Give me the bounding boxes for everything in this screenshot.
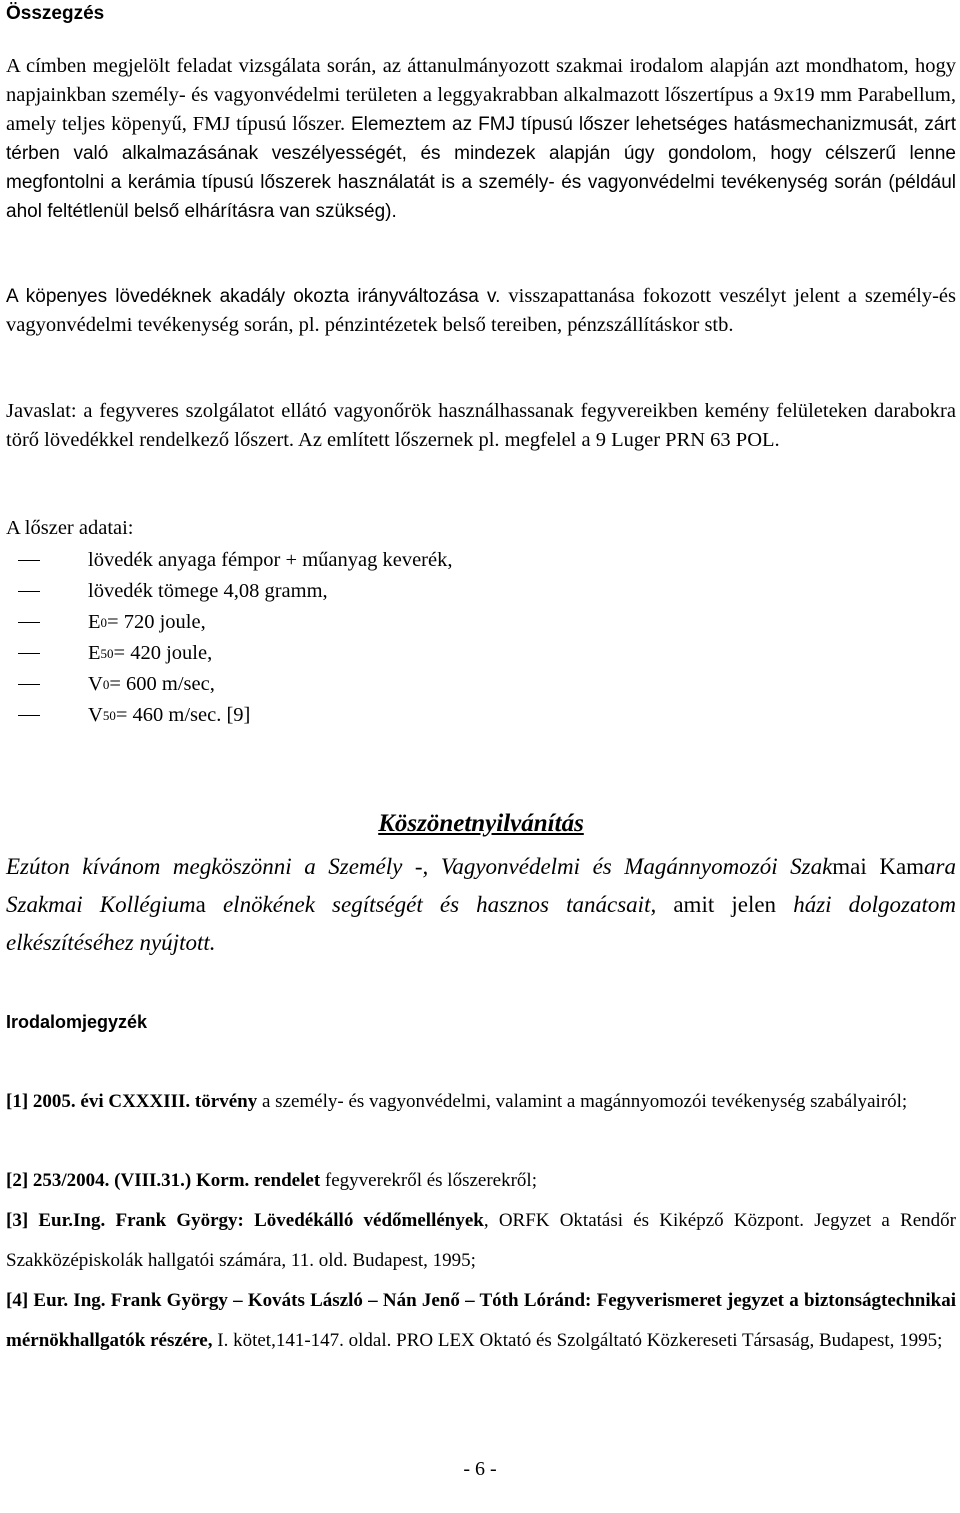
list-item: E 50 = 420 joule, bbox=[6, 638, 452, 669]
summary-paragraph-2 bbox=[6, 282, 956, 340]
page-number: - 6 - bbox=[463, 1458, 497, 1480]
references-heading: Irodalomjegyzék bbox=[6, 1012, 148, 1032]
reference-item-2: [2] 253/2004. (VIII.31.) Korm. rendelet fegyverekről és lőszerekről; bbox=[6, 1170, 537, 1191]
dash-bullet-icon bbox=[18, 653, 40, 654]
reference-item-3: [3] Eur.Ing. Frank György: Lövedékálló védőmellények, ORFK Oktatási és Kiképző Központ. Jegyzet a Rendőr Szakközépiskolák hallgatói számára, 11. old. Budapest, 1995; bbox=[6, 1210, 956, 1271]
dash-bullet-icon bbox=[18, 622, 40, 623]
summary-paragraph-2-sans: A köpenyes lövedéknek akadály okozta irányváltozása v. bbox=[6, 286, 501, 307]
reference-item-1: [1] 2005. évi CXXXIII. törvény a személy- és vagyonvédelmi, valamint a magánnyomozói tevékenység szabályairól; bbox=[6, 1091, 908, 1112]
dash-bullet-icon bbox=[18, 591, 40, 592]
ammo-data-title: A lőszer adatai: bbox=[6, 517, 134, 539]
acknowledgement-heading: Köszönetnyilvánítás bbox=[378, 810, 584, 837]
proposal-paragraph: Javaslat: a fegyveres szolgálatot ellátó vagyonőrök használhassanak fegyvereikben kemény felületeken darabokra törő lövedékkel rendelkező lőszert. Az említett lőszernek pl. megfelel a 9 Luger PRN 63 POL. bbox=[6, 400, 956, 451]
list-item: V 50 = 460 m/sec. [9] bbox=[6, 700, 452, 731]
dash-bullet-icon bbox=[18, 684, 40, 685]
list-item: lövedék anyaga fémpor + műanyag keverék, bbox=[6, 545, 452, 576]
list-item: lövedék tömege 4,08 gramm, bbox=[6, 576, 452, 607]
ammo-data-list bbox=[6, 545, 452, 731]
dash-bullet-icon bbox=[18, 560, 40, 561]
summary-paragraph-1-serif: A címben megjelölt feladat vizsgálata során, az áttanulmányozott szakmai irodalom alapján azt mondhatom, hogy napjainkban személy- és vagyonvédelmi területen a leggyakrabban alkalmazott lőszertípus a 9x19 mm Parabellum, amely teljes köpenyű, FMJ típusú lőszer. bbox=[6, 55, 956, 135]
reference-item-4: [4] Eur. Ing. Frank György – Kováts László – Nán Jenő – Tóth Lóránd: Fegyverismeret jegyzet a biztonságtechnikai mérnökhallgatók részére, I. kötet,141-147. oldal. PRO LEX Oktató és Szolgáltató Közkereseti Társaság, Budapest, 1995; bbox=[6, 1290, 956, 1351]
summary-paragraph-1 bbox=[6, 52, 956, 226]
summary-paragraph-1-sans: Elemeztem az FMJ típusú lőszer lehetséges hatásmechanizmusát, zárt térben való alkalmazásának veszélyességét, és mindezek alapján úgy gondolom, hogy célszerű lenne megfontolni a kerámia típusú lőszerek használatát is a személy- és vagyonvédelmi tevékenység során (például ahol feltétlenül belső elhárításra van szükség). bbox=[6, 114, 956, 222]
list-item: E 0 = 720 joule, bbox=[6, 607, 452, 638]
summary-heading: Összegzés bbox=[6, 3, 105, 24]
summary-paragraph-2-serif: visszapattanása fokozott veszélyt jelent a személy-és vagyonvédelmi tevékenység során, pl. pénzintézetek belső tereiben, pénzszállításkor stb. bbox=[6, 285, 956, 336]
list-item: V 0 = 600 m/sec, bbox=[6, 669, 452, 700]
dash-bullet-icon bbox=[18, 715, 40, 716]
acknowledgement-text: Ezúton kívánom megköszönni a Személy -, Vagyonvédelmi és Magánnyomozói Szakmai Kamara Szakmai Kollégiuma elnökének segítségét és hasznos tanácsait, amit jelen házi dolgozatom elkészítéséhez nyújtott. bbox=[6, 854, 957, 955]
